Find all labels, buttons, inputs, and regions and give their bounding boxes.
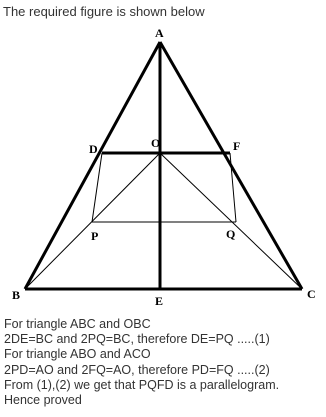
label-Q: Q bbox=[226, 227, 236, 241]
label-A: A bbox=[155, 26, 164, 40]
label-C: C bbox=[307, 287, 316, 301]
label-B: B bbox=[12, 288, 21, 302]
proof-line: From (1),(2) we get that PQFD is a parallelogram. bbox=[4, 377, 280, 392]
segment-FQ bbox=[230, 153, 236, 222]
proof-text bbox=[4, 317, 324, 408]
proof-line: Hence proved bbox=[4, 393, 82, 408]
proof-line: For triangle ABO and ACO bbox=[4, 347, 151, 362]
label-O: O bbox=[151, 136, 161, 150]
side-AB bbox=[25, 42, 160, 289]
proof-line: 2PD=AO and 2FQ=AO, therefore PD=FQ .....(2) bbox=[4, 362, 270, 377]
label-P: P bbox=[91, 229, 99, 243]
label-E: E bbox=[155, 294, 164, 308]
intro-text: The required figure is shown below bbox=[3, 4, 205, 19]
segment-CO bbox=[160, 153, 302, 289]
label-F: F bbox=[233, 139, 241, 153]
proof-line: For triangle ABC and OBC bbox=[4, 317, 151, 331]
proof-line: 2DE=BC and 2PQ=BC, therefore DE=PQ .....(1) bbox=[4, 332, 270, 347]
label-D: D bbox=[89, 142, 98, 156]
